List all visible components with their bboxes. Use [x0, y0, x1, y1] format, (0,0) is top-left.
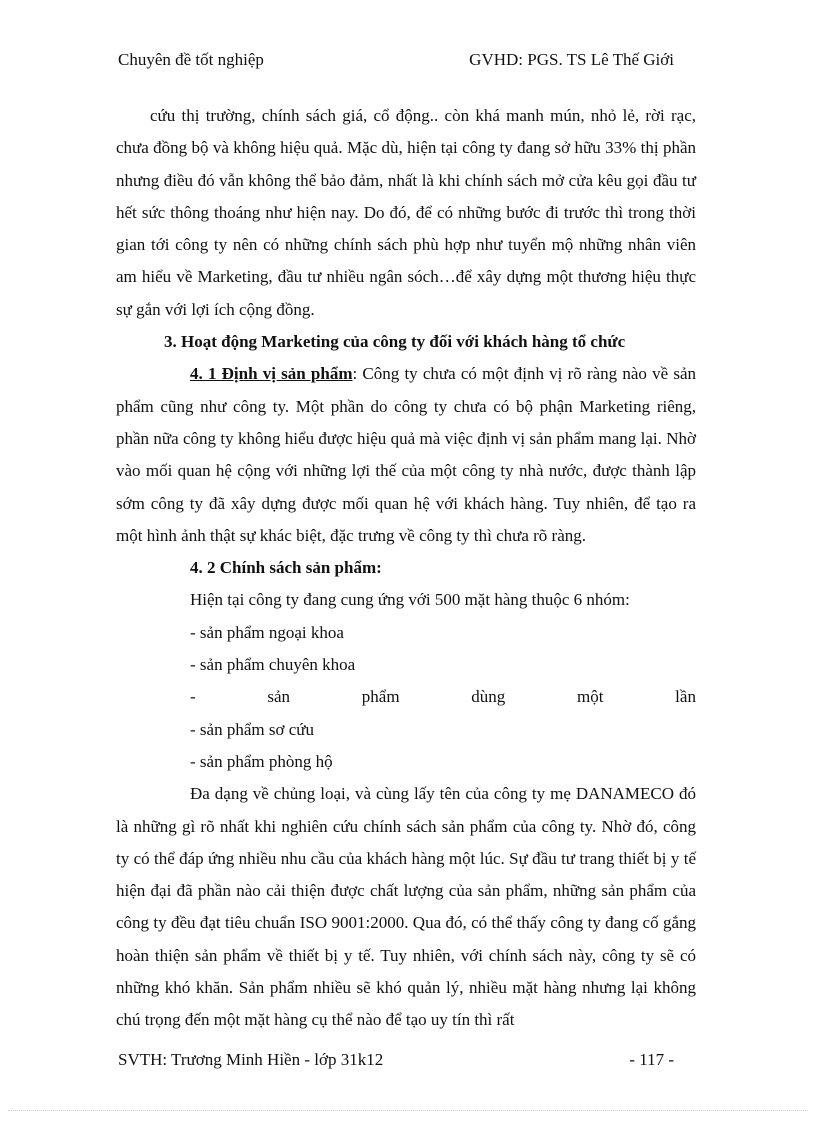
- list-item: - sản phẩm sơ cứu: [190, 719, 314, 739]
- footer-student: SVTH: Trương Minh Hiền - lớp 31k12: [118, 1050, 384, 1069]
- spread-word: lần: [675, 687, 696, 707]
- list-item: - sản phẩm phòng hộ: [190, 751, 333, 771]
- header-left-title: Chuyên đề tốt nghiệp: [118, 50, 264, 69]
- spread-word: sản: [267, 687, 291, 707]
- page-number: - 117 -: [629, 1050, 674, 1069]
- page-header: [118, 50, 674, 74]
- list-item-spread: [116, 681, 696, 713]
- spread-word: -: [190, 687, 196, 707]
- subheading-positioning: 4. 1 Định vị sản phẩm: [190, 364, 353, 384]
- paragraph-positioning: [116, 358, 696, 552]
- paragraph-product-variety: Đa dạng về chủng loại, và cùng lấy tên của công ty mẹ DANAMECO đó là những gì rõ nhất khi nghiên cứu chính sách sản phẩm của công ty. Nhờ đó, công ty có thể đáp ứng nhiều nhu cầu của khách hàng một lúc. Sự đầu tư trang thiết bị y tế hiện đại đã phần nào cải thiện được chất lượng của sản phẩm, những sản phẩm của công ty đều đạt tiêu chuẩn ISO 9001:2000. Qua đó, có thể thấy công ty đang cố gắng hoàn thiện sản phẩm về thiết bị y tế. Tuy nhiên, với chính sách này, công ty sẽ có những khó khăn. Sản phẩm nhiều sẽ khó quản lý, nhiều mặt hàng nhưng lại không chú trọng đến một mặt hàng cụ thể nào để tạo uy tín thì rất: [116, 784, 696, 1030]
- list-item: - sản phẩm chuyên khoa: [190, 655, 356, 675]
- body-text: [116, 100, 696, 1037]
- spread-word: dùng: [471, 687, 506, 707]
- subheading-product-policy: 4. 2 Chính sách sản phẩm:: [190, 558, 382, 578]
- paragraph-continuation: cứu thị trường, chính sách giá, cổ động.. còn khá manh mún, nhỏ lẻ, rời rạc, chưa đồng bộ và không hiệu quả. Mặc dù, hiện tại công ty đang sở hữu 33% thị phần nhưng điều đó vẫn không thể bảo đảm, nhất là khi chính sách mở cửa kêu gọi đầu tư hết sức thông thoáng như hiện nay. Do đó, để có những bước đi trước thì trong thời gian tới công ty nên có những chính sách phù hợp như tuyển mộ những nhân viên am hiểu về Marketing, đầu tư nhiều ngân sóch…để xây dựng một thương hiệu thực sự gắn với lợi ích cộng đồng.: [116, 106, 696, 319]
- header-right-advisor: GVHD: PGS. TS Lê Thế Giới: [469, 50, 674, 69]
- page-edge-divider: [8, 1110, 808, 1111]
- page-footer: [118, 1050, 674, 1070]
- list-item: - sản phẩm ngoại khoa: [190, 622, 344, 642]
- spread-word: phẩm: [361, 687, 400, 707]
- section-heading: 3. Hoạt động Marketing của công ty đối với khách hàng tổ chức: [164, 332, 626, 352]
- spread-word: một: [577, 687, 604, 707]
- product-intro: Hiện tại công ty đang cung ứng với 500 mặt hàng thuộc 6 nhóm:: [190, 590, 630, 610]
- positioning-text: : Công ty chưa có một định vị rõ ràng nào về sản phẩm cũng như công ty. Một phần do công ty chưa có bộ phận Marketing riêng, phần nữa công ty không hiểu được hiệu quả mà việc định vị sản phẩm mang lại. Nhờ vào mối quan hệ cộng với những lợi thế của một công ty nhà nước, được thành lập sớm công ty đã xây dựng được mối quan hệ với khách hàng. Tuy nhiên, để tạo ra một hình ảnh thật sự khác biệt, đặc trưng về công ty thì chưa rõ ràng.: [116, 364, 696, 545]
